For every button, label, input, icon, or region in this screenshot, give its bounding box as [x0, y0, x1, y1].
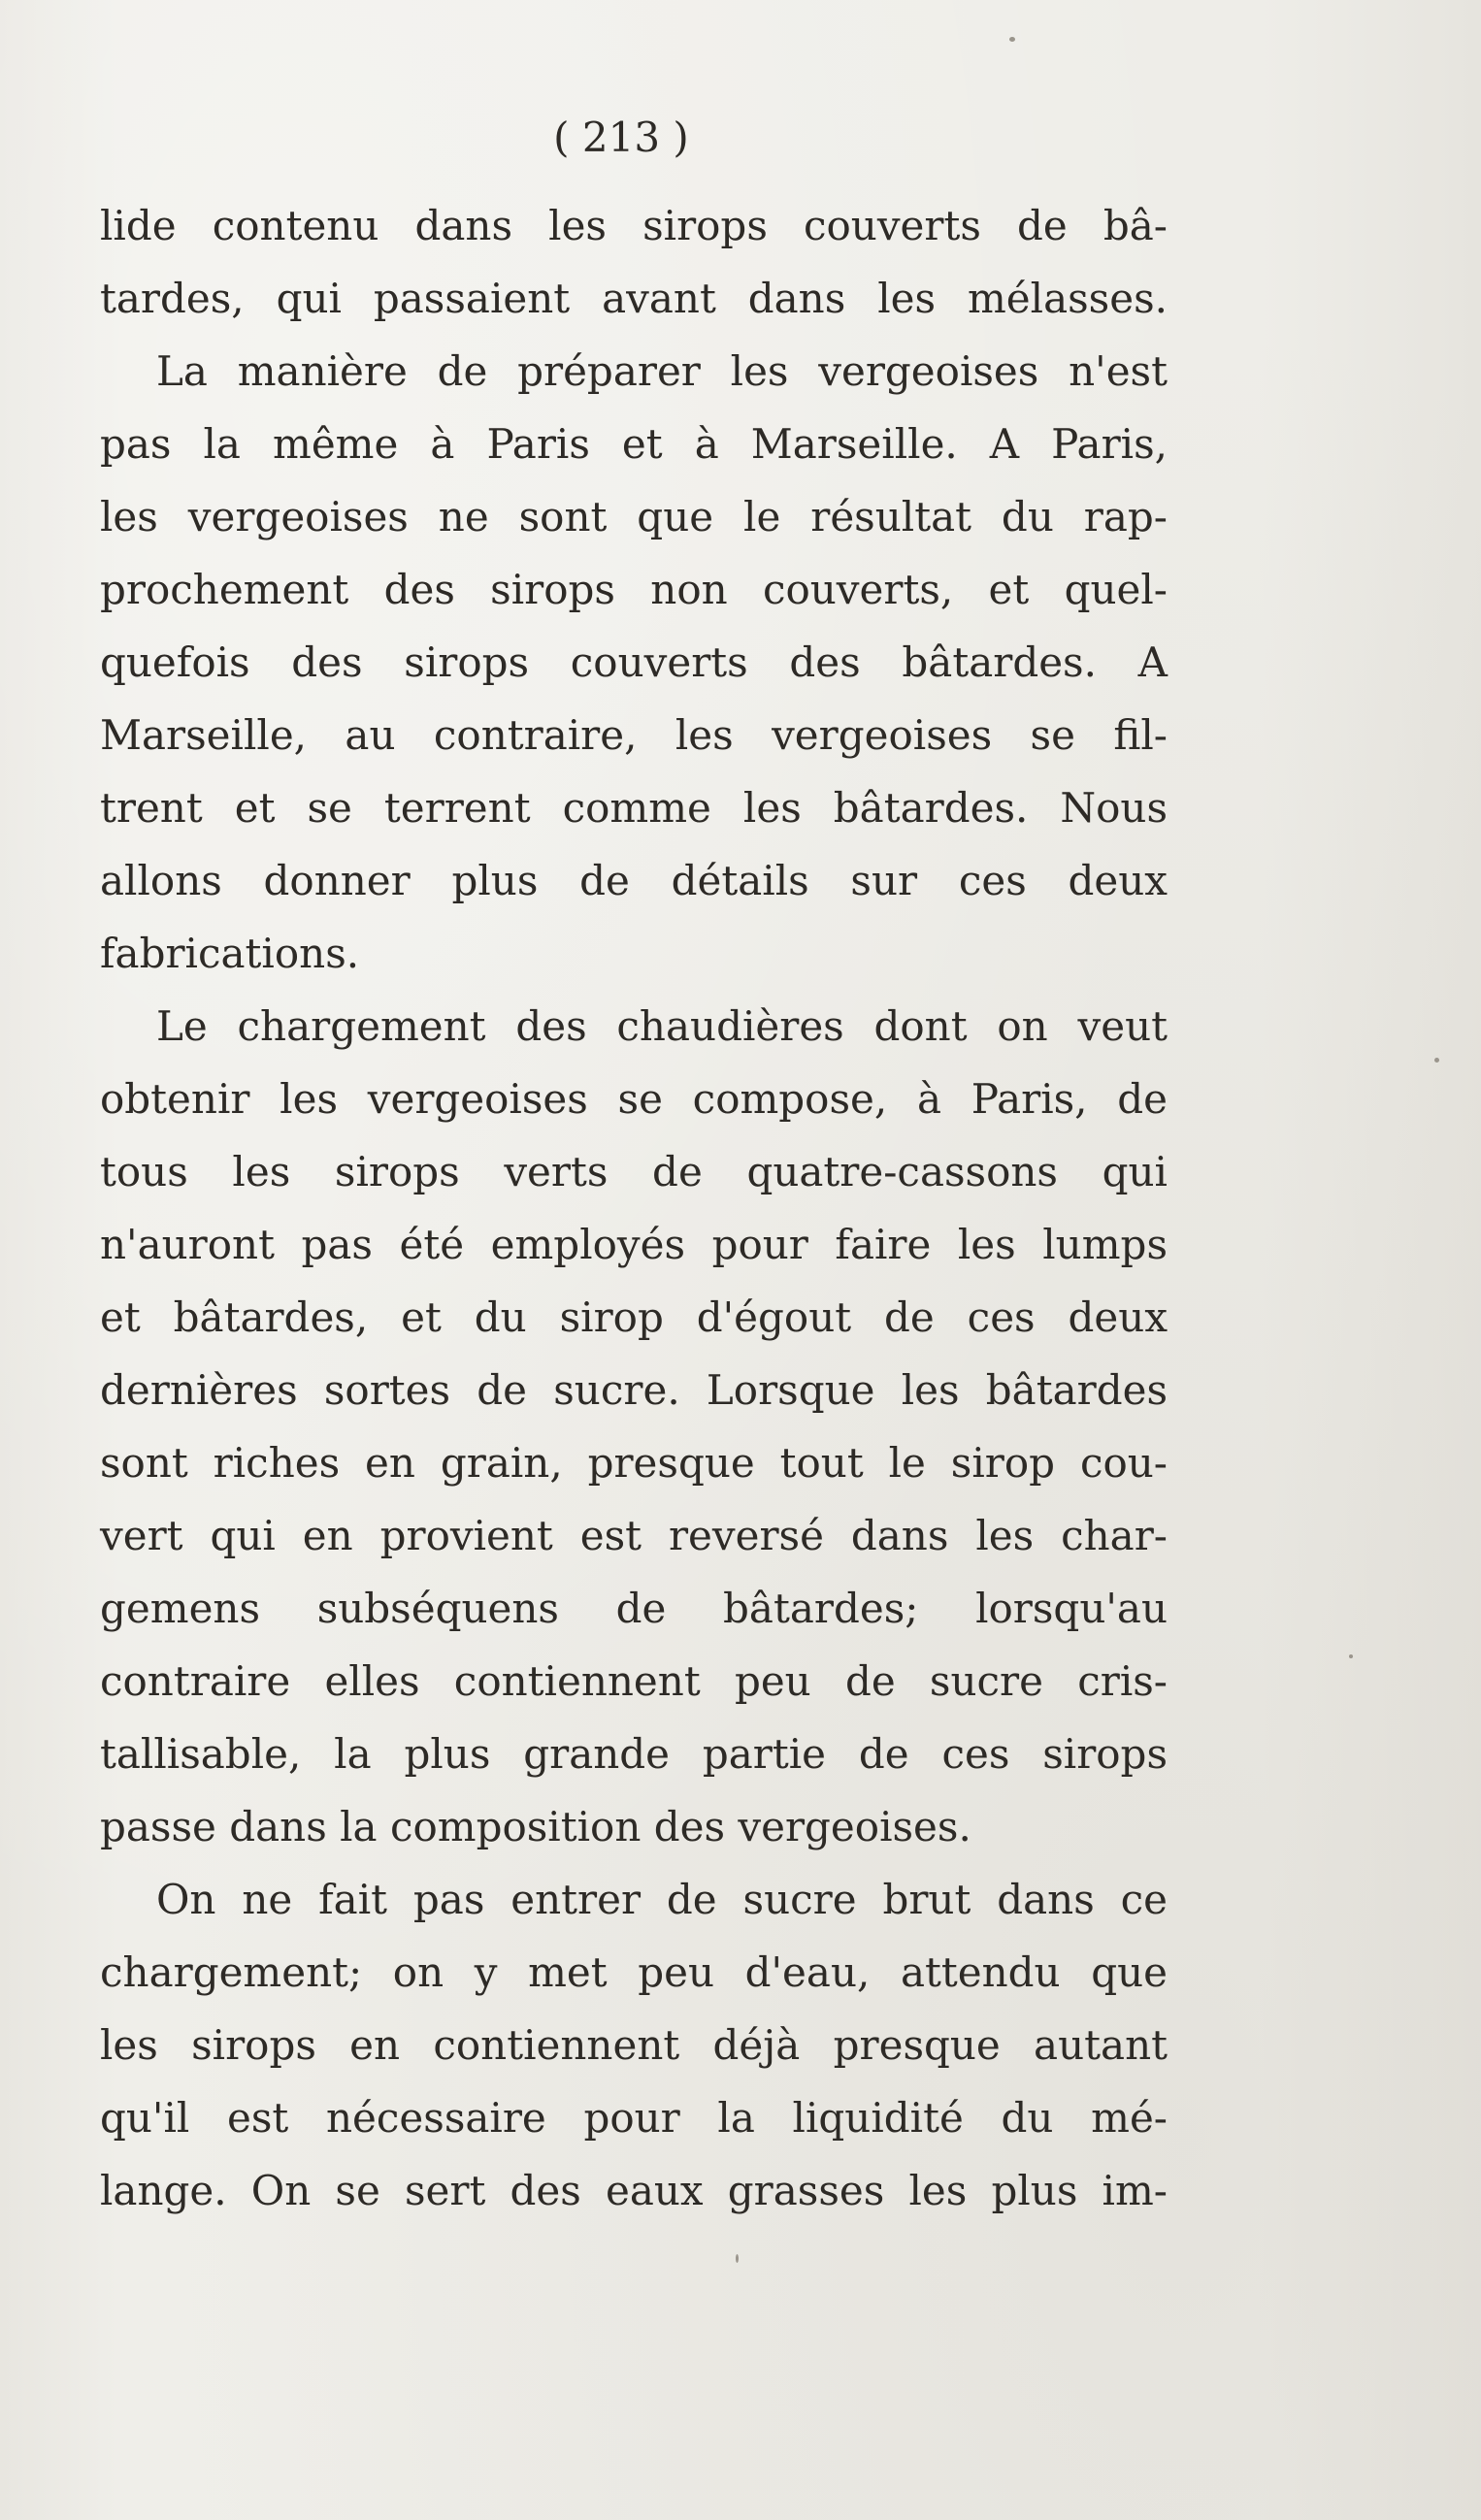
text-line: lide contenu dans les sirops couverts de bâ-	[100, 202, 1168, 249]
paper-speck	[1434, 1058, 1439, 1063]
paper-speck	[1349, 1654, 1353, 1658]
paragraph-start-line: On ne fait pas entrer de sucre brut dans ce	[156, 1876, 1168, 1923]
text-line: vert qui en provient est reversé dans les char-	[100, 1512, 1168, 1559]
text-line: obtenir les vergeoises se compose, à Paris, de	[100, 1075, 1168, 1123]
text-line: prochement des sirops non couverts, et quel-	[100, 566, 1168, 613]
text-line: et bâtardes, et du sirop d'égout de ces deux	[100, 1293, 1168, 1341]
text-line: lange. On se sert des eaux grasses les plus im-	[100, 2167, 1168, 2214]
text-line: tardes, qui passaient avant dans les mélasses.	[100, 275, 1168, 322]
text-line: les sirops en contiennent déjà presque autant	[100, 2021, 1168, 2069]
text-line: contraire elles contiennent peu de sucre cris-	[100, 1657, 1168, 1705]
paragraph-start-line: La manière de préparer les vergeoises n'est	[156, 347, 1168, 395]
text-line: pas la même à Paris et à Marseille. A Paris,	[100, 420, 1168, 468]
paragraph-end-line: passe dans la composition des vergeoises.	[100, 1803, 971, 1850]
text-line: chargement; on y met peu d'eau, attendu que	[100, 1948, 1168, 1996]
text-line: allons donner plus de détails sur ces deux	[100, 857, 1168, 904]
paper-speck	[1009, 37, 1015, 42]
paragraph-end-line: fabrications.	[100, 930, 360, 977]
body-text	[100, 189, 1168, 2227]
text-line: Marseille, au contraire, les vergeoises se fil-	[100, 711, 1168, 759]
text-line: dernières sortes de sucre. Lorsque les bâtardes	[100, 1366, 1168, 1414]
text-line: quefois des sirops couverts des bâtardes. A	[100, 638, 1168, 686]
text-line: trent et se terrent comme les bâtardes. Nous	[100, 784, 1168, 832]
text-line: qu'il est nécessaire pour la liquidité du mé-	[100, 2094, 1168, 2142]
paper-speck	[736, 2254, 739, 2263]
text-line: sont riches en grain, presque tout le sirop cou-	[100, 1439, 1168, 1487]
paragraph-start-line: Le chargement des chaudières dont on veut	[156, 1002, 1168, 1050]
page-number: ( 213 )	[553, 114, 689, 161]
text-line: tallisable, la plus grande partie de ces sirops	[100, 1730, 1168, 1778]
text-line: gemens subséquens de bâtardes; lorsqu'au	[100, 1585, 1168, 1632]
text-line: tous les sirops verts de quatre-cassons qui	[100, 1148, 1168, 1195]
text-line: n'auront pas été employés pour faire les lumps	[100, 1221, 1168, 1268]
text-line: les vergeoises ne sont que le résultat du rap-	[100, 493, 1168, 540]
